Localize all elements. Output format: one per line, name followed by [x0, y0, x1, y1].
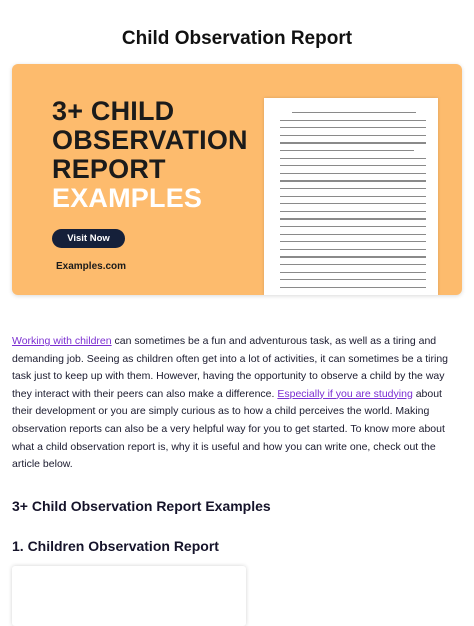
document-text-line [280, 127, 426, 128]
document-text-line [280, 241, 426, 242]
example-thumbnail-card[interactable] [12, 566, 246, 626]
document-text-line [280, 165, 426, 166]
document-text-line [280, 249, 426, 250]
hero-banner[interactable] [12, 64, 462, 295]
document-text-line [280, 264, 426, 265]
banner-line-2: OBSERVATION [52, 125, 248, 155]
visit-now-button[interactable]: Visit Now [52, 229, 125, 248]
document-text-line [280, 272, 426, 273]
document-text-line [280, 211, 426, 212]
banner-line-4: EXAMPLES [52, 183, 203, 213]
document-text-line [280, 256, 426, 257]
banner-line-3: REPORT [52, 154, 166, 184]
document-text-line [292, 112, 416, 113]
examples-heading: 3+ Child Observation Report Examples [12, 498, 271, 514]
banner-heading [52, 97, 248, 213]
first-example-heading: 1. Children Observation Report [12, 538, 219, 554]
document-text-line [280, 142, 426, 143]
document-text-line [280, 234, 426, 235]
document-text-line [280, 158, 426, 159]
document-text-line [280, 150, 414, 151]
intro-text-1: can sometimes be a fun and adventurous task, as well as a tiring and demanding job. Seeing as children often get into a lot of activities, it can sometimes be a tiring task just to keep up with them. However, having the opportunity to observe a child by the way they interact with their peers can also make a difference. [12, 335, 448, 400]
document-text-line [280, 279, 426, 280]
site-name: Examples.com [56, 261, 127, 272]
document-text-line [280, 196, 426, 197]
especially-if-studying-link[interactable]: Especially if you are studying [277, 387, 413, 400]
document-text-line [280, 120, 426, 121]
intro-text-2: about their development or you are simply curious as to how a child perceives the world. Making observation reports can also be a very helpful way for you to get started. To know more about what a child observation report is, why it is useful and how you can write one, check out the article below. [12, 387, 445, 471]
document-preview-image [264, 98, 438, 295]
intro-paragraph [12, 333, 454, 474]
document-text-line [280, 218, 426, 219]
banner-line-1: 3+ CHILD [52, 96, 175, 126]
document-text-line [280, 188, 426, 189]
document-text-line [280, 287, 426, 288]
document-text-line [280, 180, 426, 181]
document-text-line [280, 226, 426, 227]
page-title: Child Observation Report [121, 28, 353, 49]
document-text-line [280, 135, 426, 136]
document-text-line [280, 203, 426, 204]
working-with-children-link[interactable]: Working with children [12, 335, 112, 347]
document-text-line [280, 173, 426, 174]
